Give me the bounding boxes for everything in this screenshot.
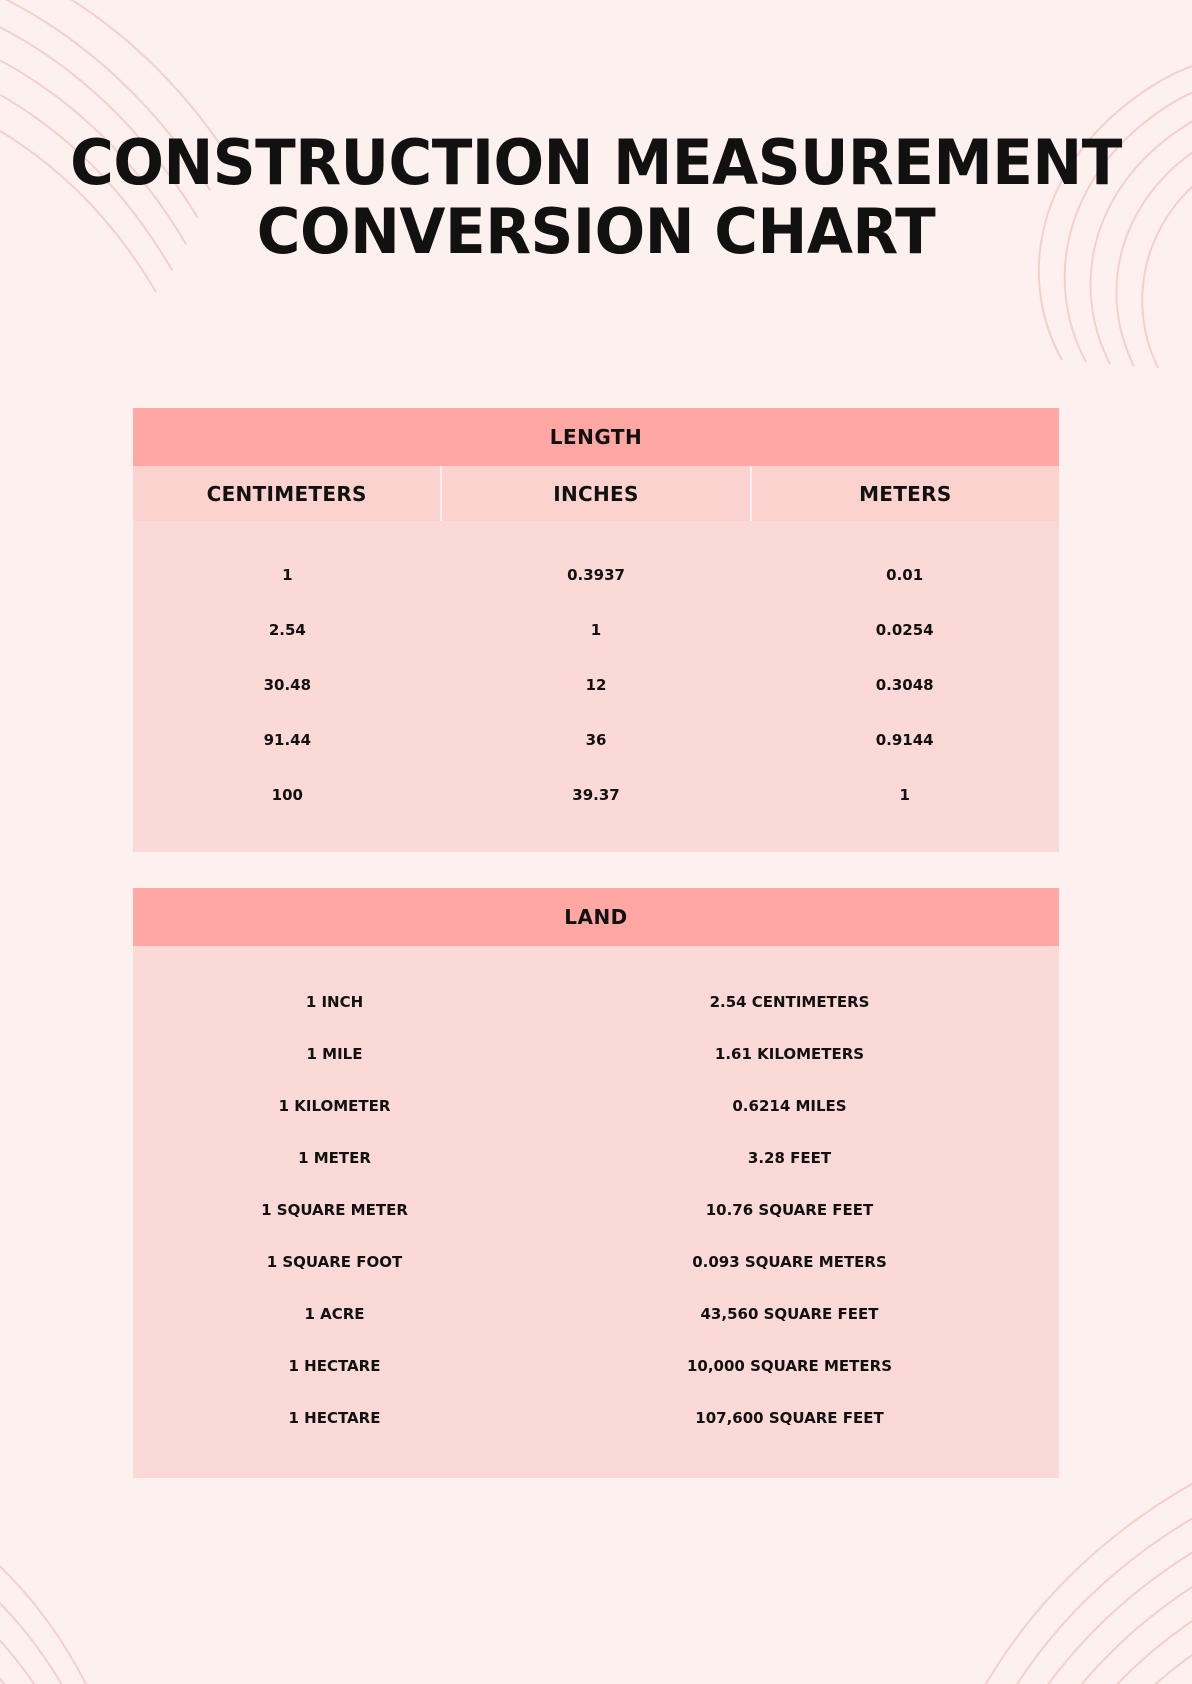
length-table-body bbox=[133, 521, 1059, 852]
land-conversion-table bbox=[133, 888, 1059, 1478]
cell-unit: 1 METER bbox=[298, 1149, 371, 1167]
table-row bbox=[133, 1080, 1059, 1132]
cell-unit: 1 ACRE bbox=[304, 1305, 365, 1323]
cell-centimeters: 91.44 bbox=[263, 730, 312, 749]
cell-meters: 0.3048 bbox=[875, 675, 934, 694]
land-table-banner bbox=[133, 888, 1059, 946]
cell-equivalent: 0.6214 MILES bbox=[732, 1097, 847, 1115]
cell-equivalent: 2.54 CENTIMETERS bbox=[709, 993, 870, 1011]
table-row bbox=[133, 657, 1059, 712]
cell-equivalent: 107,600 SQUARE FEET bbox=[695, 1409, 884, 1427]
length-column-header-inches: INCHES bbox=[440, 466, 749, 521]
table-row bbox=[133, 547, 1059, 602]
cell-meters: 0.0254 bbox=[875, 620, 934, 639]
cell-inches: 0.3937 bbox=[567, 565, 625, 584]
cell-meters: 0.9144 bbox=[875, 730, 934, 749]
cell-equivalent: 1.61 KILOMETERS bbox=[714, 1045, 865, 1063]
table-row bbox=[133, 712, 1059, 767]
cell-inches: 36 bbox=[585, 730, 607, 749]
page-title-line-2: CONVERSION CHART bbox=[256, 195, 936, 269]
cell-unit: 1 HECTARE bbox=[288, 1357, 381, 1375]
cell-unit: 1 KILOMETER bbox=[278, 1097, 391, 1115]
cell-meters: 1 bbox=[899, 785, 910, 804]
length-column-header-centimeters: CENTIMETERS bbox=[206, 481, 367, 506]
table-row bbox=[133, 1132, 1059, 1184]
cell-unit: 1 MILE bbox=[306, 1045, 363, 1063]
cell-equivalent: 10.76 SQUARE FEET bbox=[705, 1201, 874, 1219]
cell-equivalent: 0.093 SQUARE METERS bbox=[692, 1253, 887, 1271]
table-row bbox=[133, 1288, 1059, 1340]
length-table-header-row bbox=[133, 466, 1059, 521]
cell-unit: 1 SQUARE FOOT bbox=[266, 1253, 403, 1271]
cell-inches: 39.37 bbox=[572, 785, 620, 804]
cell-meters: 0.01 bbox=[886, 565, 924, 584]
cell-equivalent: 10,000 SQUARE METERS bbox=[686, 1357, 892, 1375]
length-column-header-meters: METERS bbox=[750, 466, 1059, 521]
table-row bbox=[133, 1184, 1059, 1236]
table-row bbox=[133, 602, 1059, 657]
land-table-banner-label: LAND bbox=[564, 905, 628, 929]
page-title bbox=[0, 128, 1192, 267]
table-row bbox=[133, 767, 1059, 822]
table-row bbox=[133, 976, 1059, 1028]
cell-inches: 1 bbox=[590, 620, 602, 639]
length-table-banner bbox=[133, 408, 1059, 466]
page-title-line-1: CONSTRUCTION MEASUREMENT bbox=[70, 126, 1122, 199]
cell-equivalent: 43,560 SQUARE FEET bbox=[700, 1305, 879, 1323]
cell-unit: 1 SQUARE METER bbox=[261, 1201, 408, 1219]
cell-centimeters: 1 bbox=[282, 565, 293, 584]
cell-centimeters: 100 bbox=[271, 785, 303, 804]
table-row bbox=[133, 1236, 1059, 1288]
table-row bbox=[133, 1028, 1059, 1080]
table-row bbox=[133, 1392, 1059, 1444]
table-row bbox=[133, 1340, 1059, 1392]
cell-equivalent: 3.28 FEET bbox=[747, 1149, 832, 1167]
length-table-banner-label: LENGTH bbox=[549, 425, 643, 449]
cell-inches: 12 bbox=[585, 675, 607, 694]
cell-unit: 1 HECTARE bbox=[288, 1409, 381, 1427]
cell-centimeters: 30.48 bbox=[263, 675, 312, 694]
land-table-body bbox=[133, 946, 1059, 1478]
cell-centimeters: 2.54 bbox=[268, 620, 306, 639]
length-conversion-table bbox=[133, 408, 1059, 852]
cell-unit: 1 INCH bbox=[305, 993, 364, 1011]
